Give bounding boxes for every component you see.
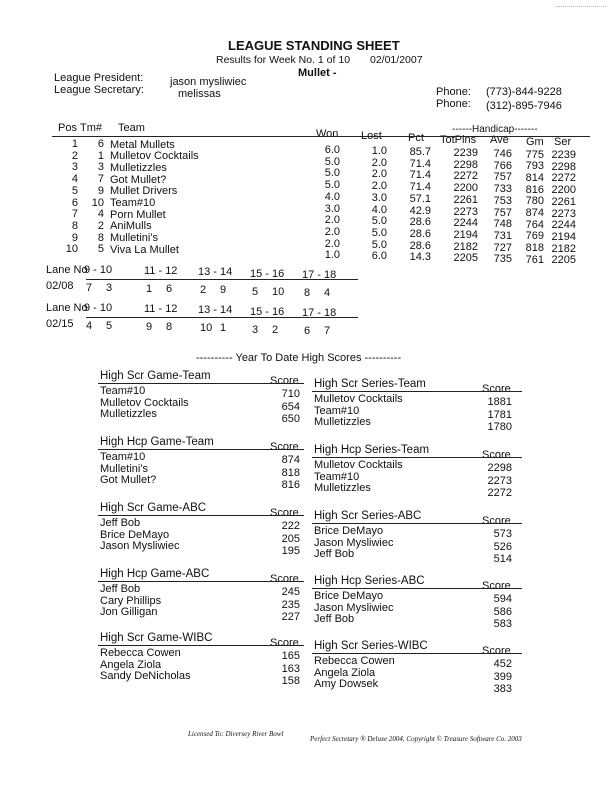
row-team: Metal Mullets xyxy=(110,138,175,151)
score-name: Jeff Bob xyxy=(100,583,141,595)
score-name: Brice DeMayo xyxy=(314,525,384,537)
row-pct: 28.6 xyxy=(409,216,431,229)
row-won: 5.0 xyxy=(324,179,340,192)
row-ave: 757 xyxy=(493,206,512,219)
col-gm: Gm xyxy=(526,136,544,148)
lane-pair: 11 - 12 xyxy=(144,303,178,316)
row-tm: 2 xyxy=(97,219,104,232)
lane-team-b: 6 xyxy=(166,283,173,296)
score-name: Jason Mysliwiec xyxy=(314,536,394,549)
row-gm: 874 xyxy=(525,207,544,219)
lane-team-b: 1 xyxy=(220,322,227,335)
row-totpins: 2182 xyxy=(453,240,478,253)
row-team: AniMulls xyxy=(110,220,152,233)
row-pct: 28.6 xyxy=(409,227,431,240)
score-header: Score xyxy=(482,580,511,592)
score-header: Score xyxy=(482,449,511,461)
score-name: Rebecca Cowen xyxy=(100,647,181,659)
row-ave: 748 xyxy=(493,218,512,231)
row-team: Viva La Mullet xyxy=(110,243,179,256)
row-pos: 6 xyxy=(71,196,78,209)
lane-label: Lane No xyxy=(46,264,88,276)
row-tm: 3 xyxy=(97,161,104,174)
block-title: High Scr Game-Team xyxy=(100,370,211,382)
score-name: Amy Dowsek xyxy=(314,678,379,690)
block-title: High Hcp Game-ABC xyxy=(100,568,210,580)
score-value: 1781 xyxy=(487,408,512,421)
score-name: Angela Ziola xyxy=(314,666,376,679)
row-totpins: 2244 xyxy=(453,217,478,230)
score-value: 650 xyxy=(281,413,300,425)
row-gm: 780 xyxy=(525,195,544,208)
row-ser: 2244 xyxy=(551,219,576,232)
score-name: Sandy DeNicholas xyxy=(100,670,191,682)
row-pct: 71.4 xyxy=(409,157,431,170)
row-team: Mulletov Cocktails xyxy=(110,150,199,163)
row-won: 3.0 xyxy=(324,202,340,215)
score-value: 514 xyxy=(493,553,512,565)
president-name: jason mysliwiec xyxy=(170,76,247,88)
score-value: 245 xyxy=(281,586,300,598)
row-gm: 793 xyxy=(525,160,544,173)
page-title: LEAGUE STANDING SHEET xyxy=(228,38,400,53)
col-totpins: TotPins xyxy=(440,134,477,146)
score-value: 205 xyxy=(281,532,300,545)
row-pos: 2 xyxy=(71,149,78,162)
block-rule xyxy=(312,457,522,458)
block-rule xyxy=(312,588,522,589)
phone-1: (773)-844-9228 xyxy=(486,86,562,98)
lane-team-b: 7 xyxy=(324,324,331,337)
lane-pair: 17 - 18 xyxy=(302,306,337,319)
row-pos: 1 xyxy=(71,138,78,150)
score-name: Team#10 xyxy=(314,404,360,417)
lane-team-a: 9 xyxy=(146,321,153,334)
score-header: Score xyxy=(270,507,299,519)
row-pct: 71.4 xyxy=(409,169,431,182)
block-title: High Hcp Game-Team xyxy=(100,436,214,448)
row-won: 2.0 xyxy=(324,214,340,227)
score-name: Mulletizzles xyxy=(100,408,157,420)
row-ave: 731 xyxy=(493,229,512,242)
row-lost: 5.0 xyxy=(371,238,387,251)
score-name: Rebecca Cowen xyxy=(314,655,395,667)
score-value: 235 xyxy=(281,598,300,611)
row-ser: 2273 xyxy=(551,207,576,220)
row-gm: 769 xyxy=(525,230,544,243)
row-lost: 2.0 xyxy=(371,168,387,181)
phone-label-2: Phone: xyxy=(436,98,471,110)
lane-pair: 9 - 10 xyxy=(84,302,113,314)
lane-team-a: 3 xyxy=(252,323,259,336)
row-won: 6.0 xyxy=(324,144,340,156)
lane-team-a: 5 xyxy=(252,285,259,298)
row-gm: 816 xyxy=(525,183,544,196)
score-header: Score xyxy=(270,637,299,649)
block-title: High Scr Game-WIBC xyxy=(100,632,213,644)
lane-team-b: 9 xyxy=(220,284,227,297)
score-name: Jason Mysliwiec xyxy=(100,540,180,552)
row-pos: 4 xyxy=(71,173,78,186)
row-tm: 7 xyxy=(97,173,104,186)
row-tm: 1 xyxy=(97,149,104,162)
row-team: Mulletizzles xyxy=(110,161,167,174)
block-title: High Scr Series-ABC xyxy=(314,510,422,522)
block-rule xyxy=(312,523,522,524)
row-totpins: 2273 xyxy=(453,205,478,218)
row-team: Mullet Drivers xyxy=(110,185,178,198)
row-lost: 2.0 xyxy=(371,180,387,193)
row-lost: 5.0 xyxy=(371,226,387,239)
row-ser: 2239 xyxy=(551,149,576,161)
score-header: Score xyxy=(270,441,299,453)
score-header: Score xyxy=(270,375,299,387)
score-value: 1780 xyxy=(487,421,512,433)
score-value: 2273 xyxy=(487,474,512,487)
phone-label-1: Phone: xyxy=(436,86,471,98)
block-rule xyxy=(98,581,304,582)
score-value: 874 xyxy=(281,454,300,466)
secretary-name: melissas xyxy=(178,88,221,100)
score-value: 227 xyxy=(281,611,300,623)
lane-team-b: 10 xyxy=(272,285,285,298)
standings-header-rule xyxy=(52,136,590,137)
lane-team-a: 10 xyxy=(200,322,213,335)
row-won: 5.0 xyxy=(324,167,340,180)
row-lost: 2.0 xyxy=(371,156,387,169)
block-title: High Scr Game-ABC xyxy=(100,502,207,514)
row-pos: 5 xyxy=(71,184,78,197)
score-name: Jeff Bob xyxy=(314,613,355,625)
row-pos: 9 xyxy=(71,231,78,244)
score-name: Mulletizzles xyxy=(314,482,371,494)
score-name: Brice DeMayo xyxy=(314,590,384,602)
score-value: 654 xyxy=(281,400,300,413)
row-ser: 2261 xyxy=(551,195,576,208)
score-value: 399 xyxy=(493,670,512,683)
lane-label: Lane No xyxy=(46,302,88,314)
row-pos: 3 xyxy=(71,161,78,174)
block-title: High Scr Series-WIBC xyxy=(314,640,428,652)
row-tm: 4 xyxy=(97,208,104,221)
footer-product: Perfect Secretary ® Deluxe 2004, Copyright © Treasure Software Co. 2003 xyxy=(310,735,522,743)
row-tm: 5 xyxy=(97,243,104,256)
lane-team-a: 1 xyxy=(146,283,153,296)
league-name: Mullet - xyxy=(298,67,337,79)
phone-2: (312)-895-7946 xyxy=(486,100,562,112)
score-name: Mulletizzles xyxy=(314,416,371,428)
row-tm: 9 xyxy=(97,184,104,197)
lane-team-b: 2 xyxy=(272,323,279,336)
row-tm: 6 xyxy=(97,138,104,150)
row-ser: 2272 xyxy=(551,172,576,185)
score-value: 586 xyxy=(493,605,512,618)
lane-pair: 15 - 16 xyxy=(250,305,285,318)
score-header: Score xyxy=(482,645,511,657)
row-ser: 2200 xyxy=(551,184,576,197)
block-rule xyxy=(98,383,304,384)
row-team: Mulletini's xyxy=(110,232,158,245)
lane-team-a: 7 xyxy=(86,282,93,294)
row-team: Porn Mullet xyxy=(110,208,166,221)
row-totpins: 2200 xyxy=(453,182,478,195)
row-totpins: 2194 xyxy=(453,228,478,241)
col-team: Team xyxy=(118,122,145,134)
score-value: 163 xyxy=(281,662,300,675)
score-name: Cary Phillips xyxy=(100,594,162,607)
lane-pair: 15 - 16 xyxy=(250,267,285,280)
row-ave: 753 xyxy=(493,194,512,207)
col-tm: Tm# xyxy=(80,122,102,134)
col-won: Won xyxy=(316,128,339,140)
row-lost: 5.0 xyxy=(371,215,387,228)
lane-pair: 13 - 14 xyxy=(198,304,233,317)
col-ser: Ser xyxy=(554,136,572,148)
score-name: Jon Gilligan xyxy=(100,606,158,618)
score-name: Brice DeMayo xyxy=(100,528,170,541)
lane-team-a: 4 xyxy=(86,320,93,332)
block-rule xyxy=(312,391,522,392)
row-tm: 10 xyxy=(91,196,104,209)
row-ave: 757 xyxy=(493,171,512,184)
score-value: 2298 xyxy=(487,462,512,474)
score-name: Mulletini's xyxy=(100,462,148,475)
col-pct: Pct xyxy=(408,132,424,144)
row-pct: 14.3 xyxy=(409,251,431,264)
row-ave: 735 xyxy=(493,253,512,266)
col-pos: Pos xyxy=(58,122,77,134)
lane-pair: 11 - 12 xyxy=(144,265,178,278)
row-team: Team#10 xyxy=(110,197,156,209)
row-team: Got Mullet? xyxy=(110,173,167,186)
row-ave: 727 xyxy=(493,241,512,254)
lane-date: 02/08 xyxy=(46,280,74,292)
secretary-label: League Secretary: xyxy=(54,84,144,96)
score-value: 222 xyxy=(281,520,300,532)
row-gm: 818 xyxy=(525,242,544,255)
row-ser: 2298 xyxy=(551,160,576,173)
row-pos: 8 xyxy=(71,219,78,232)
results-date: 02/01/2007 xyxy=(370,54,423,66)
row-ave: 746 xyxy=(493,148,512,160)
row-ser: 2182 xyxy=(551,242,576,255)
row-pct: 57.1 xyxy=(409,192,431,205)
score-value: 818 xyxy=(281,466,300,479)
score-value: 158 xyxy=(281,675,300,687)
lane-team-b: 3 xyxy=(106,282,113,294)
block-rule xyxy=(98,449,304,450)
lane-team-a: 2 xyxy=(200,284,207,297)
row-gm: 775 xyxy=(525,148,544,161)
lane-team-a: 8 xyxy=(304,286,311,299)
block-rule xyxy=(312,653,522,654)
score-header: Score xyxy=(482,515,511,527)
results-line: Results for Week No. 1 of 10 xyxy=(216,54,351,66)
score-name: Team#10 xyxy=(314,470,360,483)
col-ave: Ave xyxy=(490,134,509,146)
score-value: 816 xyxy=(281,479,300,491)
score-value: 2272 xyxy=(487,487,512,499)
row-totpins: 2261 xyxy=(453,193,478,206)
row-pos: 7 xyxy=(71,208,78,221)
row-totpins: 2239 xyxy=(453,147,478,159)
row-gm: 814 xyxy=(525,171,544,184)
row-lost: 6.0 xyxy=(371,250,387,263)
row-ser: 2205 xyxy=(551,254,576,267)
row-totpins: 2298 xyxy=(453,158,478,171)
score-name: Angela Ziola xyxy=(100,658,162,671)
lane-pair: 9 - 10 xyxy=(84,264,113,276)
row-gm: 764 xyxy=(525,218,544,231)
score-value: 165 xyxy=(281,650,300,662)
row-pos: 10 xyxy=(65,243,78,256)
row-ave: 733 xyxy=(493,183,512,196)
row-won: 2.0 xyxy=(324,225,340,238)
row-won: 5.0 xyxy=(324,155,340,168)
score-name: Jeff Bob xyxy=(314,548,355,560)
score-name: Jason Mysliwiec xyxy=(314,601,394,614)
handicap-group-header: ------Handicap------- xyxy=(452,124,538,135)
row-ave: 766 xyxy=(493,159,512,172)
score-value: 583 xyxy=(493,618,512,630)
score-value: 573 xyxy=(493,528,512,540)
row-won: 1.0 xyxy=(324,249,340,262)
block-rule xyxy=(98,515,304,516)
row-pct: 71.4 xyxy=(409,181,431,194)
score-value: 195 xyxy=(281,545,300,557)
score-name: Team#10 xyxy=(100,451,146,463)
row-lost: 4.0 xyxy=(371,203,387,216)
score-value: 383 xyxy=(493,683,512,695)
row-totpins: 2272 xyxy=(453,170,478,183)
score-value: 526 xyxy=(493,540,512,553)
lane-pair: 17 - 18 xyxy=(302,268,337,281)
lane-team-b: 8 xyxy=(166,321,173,334)
row-pct: 42.9 xyxy=(409,204,431,217)
ytd-title: ---------- Year To Date High Scores ---------- xyxy=(196,352,402,364)
score-name: Team#10 xyxy=(100,385,146,397)
lane-date: 02/15 xyxy=(46,318,74,330)
score-name: Mulletov Cocktails xyxy=(314,393,403,405)
block-rule xyxy=(98,645,304,646)
scan-artifact xyxy=(556,6,606,10)
block-title: High Hcp Series-ABC xyxy=(314,575,425,587)
score-header: Score xyxy=(270,573,299,585)
row-won: 2.0 xyxy=(324,237,340,250)
block-title: High Hcp Series-Team xyxy=(314,444,430,456)
score-name: Mulletov Cocktails xyxy=(100,396,189,409)
footer-licensed: Licensed To: Diversey River Bowl xyxy=(188,730,284,738)
president-label: League President: xyxy=(54,72,144,84)
col-lost: Lost xyxy=(361,130,382,142)
score-name: Jeff Bob xyxy=(100,517,141,529)
lane-team-a: 6 xyxy=(304,324,311,337)
lane-pair: 13 - 14 xyxy=(198,266,233,279)
row-ser: 2194 xyxy=(551,230,576,243)
lane-team-b: 4 xyxy=(324,286,331,299)
block-title: High Scr Series-Team xyxy=(314,378,426,390)
score-name: Got Mullet? xyxy=(100,474,157,486)
score-value: 710 xyxy=(281,388,300,400)
row-lost: 3.0 xyxy=(371,191,387,204)
lane-team-b: 5 xyxy=(106,320,113,332)
row-totpins: 2205 xyxy=(453,252,478,265)
score-value: 1881 xyxy=(487,396,512,408)
row-gm: 761 xyxy=(525,253,544,266)
row-lost: 1.0 xyxy=(371,145,387,157)
score-name: Mulletov Cocktails xyxy=(314,459,403,471)
row-won: 4.0 xyxy=(324,190,340,203)
row-tm: 8 xyxy=(97,231,104,244)
score-header: Score xyxy=(482,383,511,395)
row-pct: 28.6 xyxy=(409,239,431,252)
row-pct: 85.7 xyxy=(409,146,431,158)
score-value: 452 xyxy=(493,658,512,670)
score-value: 594 xyxy=(493,593,512,605)
